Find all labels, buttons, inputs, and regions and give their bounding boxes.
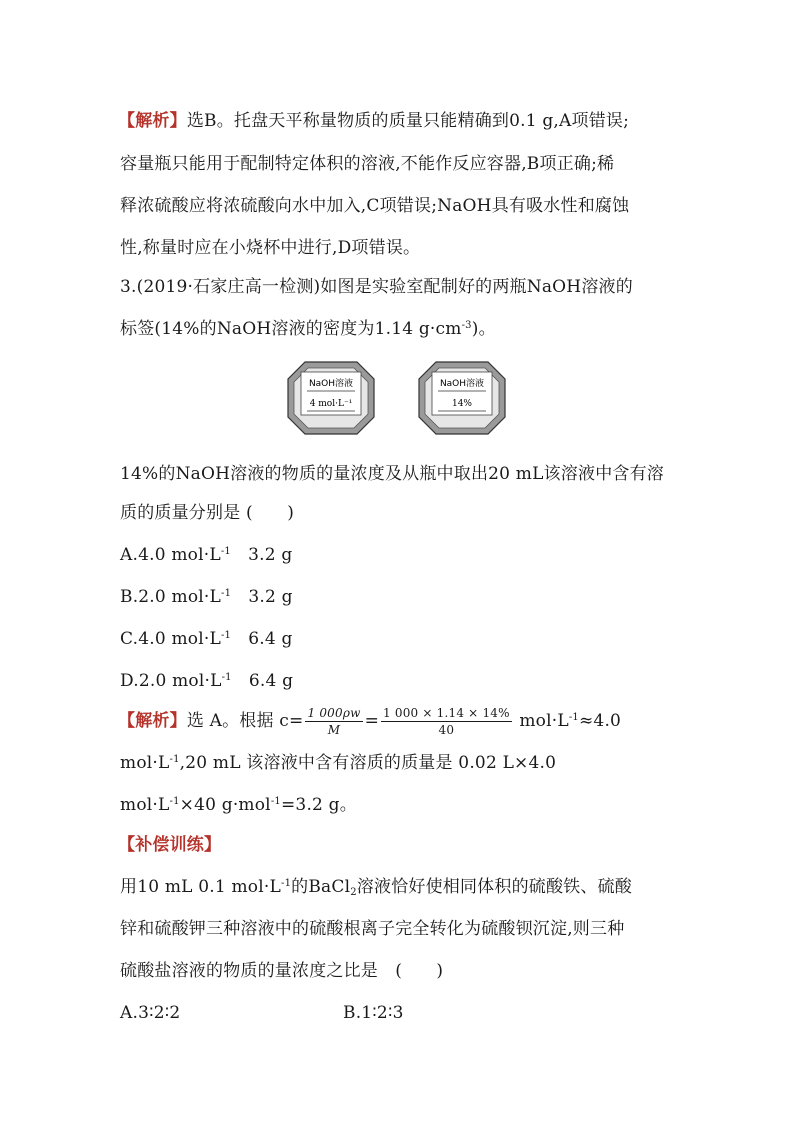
option-b: B.2.0 $mol\cdot L^{-1}$ 3.2 g [120, 587, 293, 607]
analysis-tag: 【解析】 [118, 111, 187, 131]
bottle-label-title: NaOH溶液 [439, 379, 485, 389]
question-3-line-3: 14%的NaOH溶液的物质的量浓度及从瓶中取出20 mL该溶液中含有溶 [120, 464, 665, 484]
question-3-line-1: 3.(2019·石家庄高一检测)如图是实验室配制好的两瓶NaOH溶液的 [120, 277, 633, 297]
analysis-line-2: 容量瓶只能用于配制特定体积的溶液,不能作反应容器,B项正确;稀 [120, 154, 615, 174]
supplement-tag: 【补偿训练】 [118, 835, 222, 855]
analysis-line-4: 性,称量时应在小烧杯中进行,D项错误。 [120, 238, 421, 258]
analysis-line-3: 释浓硫酸应将浓硫酸向水中加入,C项错误;NaOH具有吸水性和腐蚀 [120, 196, 630, 216]
option-a: A.4.0 $mol\cdot L^{-1}$ 3.2 g [120, 545, 293, 565]
supplement-line-3: 硫酸盐溶液的物质的量浓度之比是 ( ) [120, 961, 444, 981]
formula-fraction-1: $\frac{1 000\rho w}{M}$ [307, 706, 361, 737]
analysis-line-1: 【解析】选B。托盘天平称量物质的质量只能精确到0.1 g,A项错误; [118, 111, 630, 131]
analysis-2-line-2: $mol\cdot L^{-1},20$ mL 该溶液中含有溶质的质量是 0.02 L×4.0 [120, 753, 557, 773]
option-d: D.2.0 $mol\cdot L^{-1}$ 6.4 g [120, 671, 294, 691]
bottle-label-title: NaOH溶液 [308, 379, 354, 389]
analysis-2-line-1: 【解析】选 A。根据 c= $\frac{1 000\rho w}{M}$ = $\frac{1 000 \times 1.14 \times 14\%}{40}$ $mol\cdot L^{-1}\approx 4.0$ [118, 706, 622, 737]
bottle-label-value: 4 mol·L⁻¹ [309, 399, 353, 409]
bottle-label-value: 14% [451, 399, 473, 409]
analysis-2-line-3: $mol\cdot L^{-1}\times 40$ g·mol$^{-1}$=3.2 g。 [120, 795, 357, 815]
supplement-line-2: 锌和硫酸钾三种溶液中的硫酸根离子完全转化为硫酸钡沉淀,则三种 [120, 919, 625, 939]
bottle-label-14pct [418, 361, 506, 435]
supplement-line-1: 用10 mL 0.1 $mol\cdot L^{-1}$的BaCl$_2$溶液恰好使相同体积的硫酸铁、硫酸 [120, 877, 632, 898]
option-c: C.4.0 $mol\cdot L^{-1}$ 6.4 g [120, 629, 293, 649]
analysis-tag: 【解析】 [118, 711, 187, 731]
bottle-label-4mol [287, 361, 375, 435]
supplement-option-a: A.3∶2∶2 [120, 1003, 181, 1023]
question-3-line-2: 标签(14%的NaOH溶液的密度为1.14 $g\cdot cm^{-3}$)。 [120, 319, 496, 339]
question-3-line-4: 质的质量分别是 ( ) [120, 503, 295, 523]
formula-fraction-2: $\frac{1 000 \times 1.14 \times 14\%}{40}$ [383, 706, 510, 737]
supplement-option-b: B.1∶2∶3 [343, 1003, 404, 1023]
